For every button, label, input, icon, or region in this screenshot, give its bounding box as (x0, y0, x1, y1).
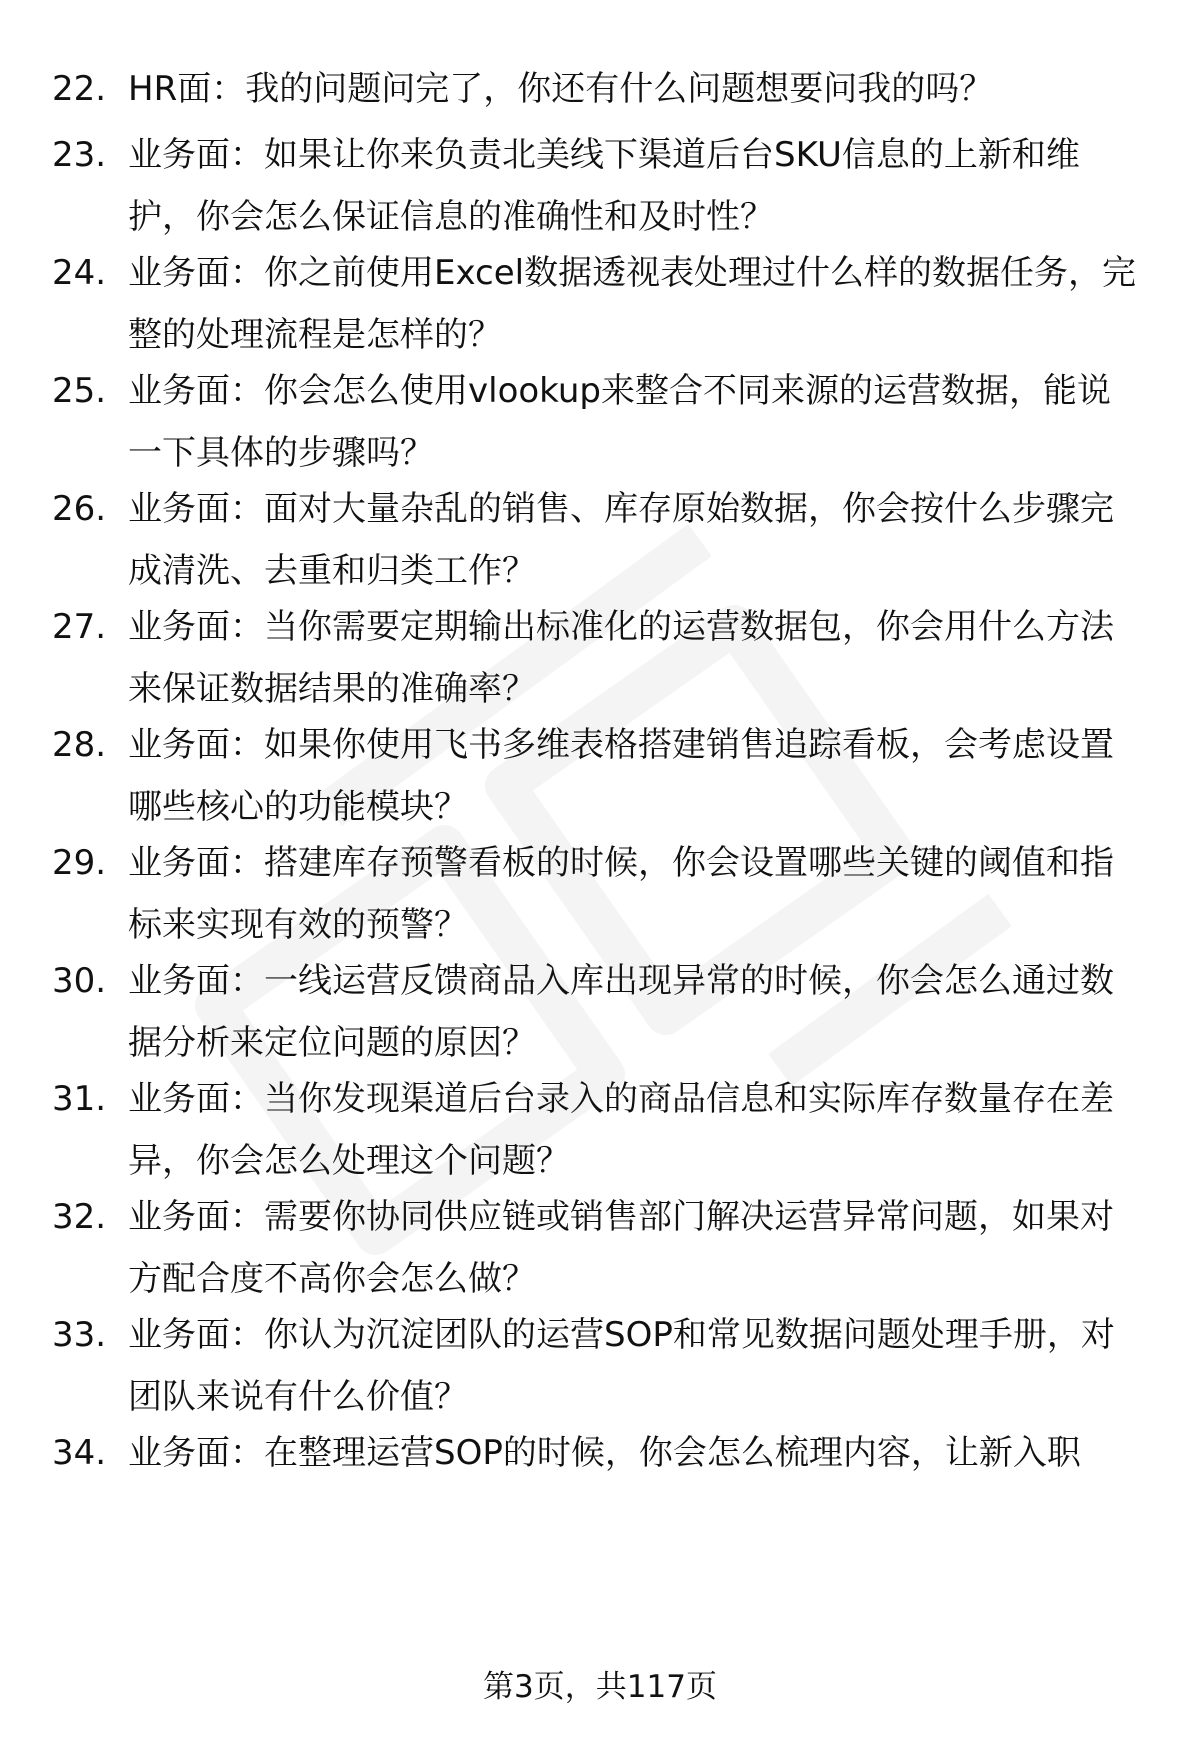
question-number: 29. (52, 843, 107, 883)
question-text: 业务面：如果你使用飞书多维表格搭建销售追踪看板，会考虑设置哪些核心的功能模块？ (128, 725, 1114, 827)
question-text: 业务面：面对大量杂乱的销售、库存原始数据，你会按什么步骤完成清洗、去重和归类工作？ (128, 489, 1114, 591)
question-text: HR面：我的问题问完了，你还有什么问题想要问我的吗？ (128, 69, 994, 109)
question-text: 业务面：你会怎么使用vlookup来整合不同来源的运营数据，能说一下具体的步骤吗？ (128, 371, 1111, 473)
question-number: 26. (52, 489, 107, 529)
question-text: 业务面：你认为沉淀团队的运营SOP和常见数据问题处理手册，对团队来说有什么价值？ (128, 1315, 1115, 1417)
question-number: 33. (52, 1315, 107, 1355)
question-text: 业务面：如果让你来负责北美线下渠道后台SKU信息的上新和维护，你会怎么保证信息的准确性和及时性？ (128, 135, 1080, 237)
question-number: 28. (52, 725, 107, 765)
list-item (0, 1422, 1200, 1532)
question-number: 23. (52, 135, 107, 175)
list-item (0, 242, 1200, 355)
list-item (0, 1304, 1200, 1417)
question-number: 27. (52, 607, 107, 647)
list-item (0, 1068, 1200, 1181)
list-item (0, 360, 1200, 473)
question-number: 32. (52, 1197, 107, 1237)
list-item (0, 832, 1200, 945)
question-text: 业务面：你之前使用Excel数据透视表处理过什么样的数据任务，完整的处理流程是怎样的？ (128, 253, 1137, 355)
question-text: 业务面：当你发现渠道后台录入的商品信息和实际库存数量存在差异，你会怎么处理这个问题？ (128, 1079, 1114, 1181)
page-number: 第3页，共117页 (483, 1669, 717, 1705)
question-number: 22. (52, 69, 107, 109)
question-text: 业务面：需要你协同供应链或销售部门解决运营异常问题，如果对方配合度不高你会怎么做？ (128, 1197, 1114, 1299)
list-item (0, 596, 1200, 709)
list-item (0, 714, 1200, 827)
question-text: 业务面：一线运营反馈商品入库出现异常的时候，你会怎么通过数据分析来定位问题的原因？ (128, 961, 1114, 1063)
list-item (0, 124, 1200, 237)
list-item (0, 950, 1200, 1063)
list-item (0, 478, 1200, 591)
question-number: 30. (52, 961, 107, 1001)
question-text: 业务面：搭建库存预警看板的时候，你会设置哪些关键的阈值和指标来实现有效的预警？ (128, 843, 1114, 945)
question-number: 24. (52, 253, 107, 293)
question-text: 业务面：在整理运营SOP的时候，你会怎么梳理内容，让新入职 (128, 1433, 1081, 1473)
question-number: 25. (52, 371, 107, 411)
question-text: 业务面：当你需要定期输出标准化的运营数据包，你会用什么方法来保证数据结果的准确率？ (128, 607, 1114, 709)
question-number: 31. (52, 1079, 107, 1119)
question-number: 34. (52, 1433, 107, 1473)
list-item (0, 1186, 1200, 1299)
